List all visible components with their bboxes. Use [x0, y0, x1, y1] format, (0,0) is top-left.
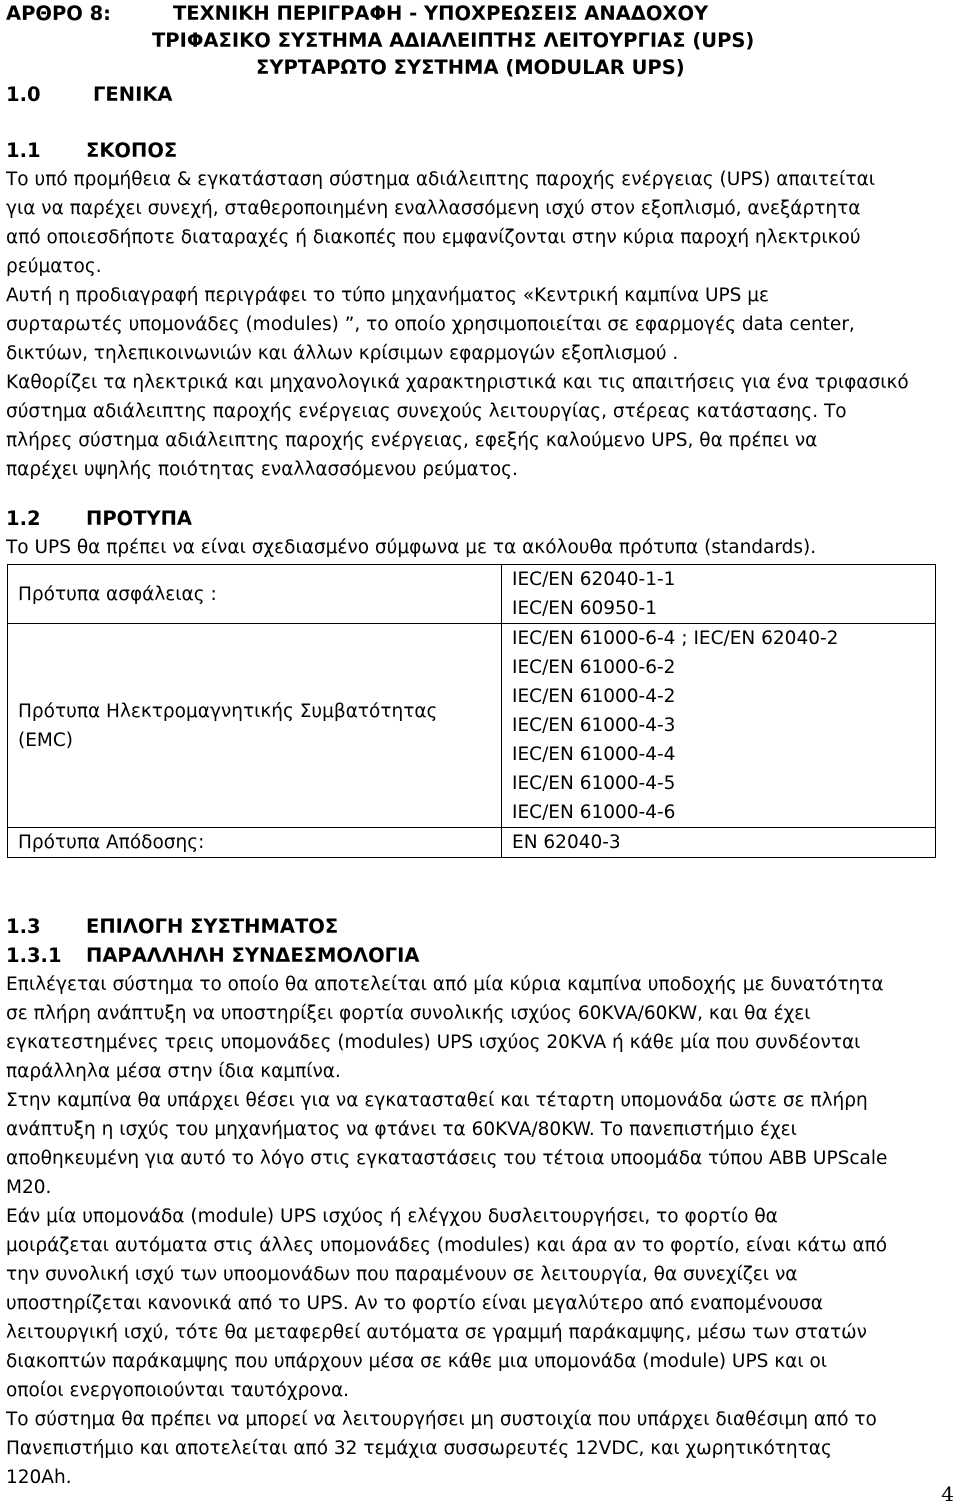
text-line: εγκατεστημένες τρεις υπομονάδες (modules) UPS ισχύος 20KVA ή κάθε μία που συνδέονται [6, 1032, 861, 1053]
emc-value: IEC/EN 61000-6-2 [512, 657, 676, 678]
section-title: ΓΕΝΙΚΑ [93, 83, 173, 106]
text-line: Το υπό προμήθεια & εγκατάσταση σύστημα αδιάλειπτης παροχής ενέργειας (UPS) απαιτείται [6, 169, 876, 190]
performance-label: Πρότυπα Απόδοσης: [18, 832, 205, 853]
table-row [8, 565, 936, 624]
title-row-3 [6, 54, 956, 81]
text-line: σύστημα αδιάλειπτης παροχής ενέργειας συνεχούς λειτουργίας, στέρεας κατάστασης. Το [6, 401, 847, 422]
text-line: διακοπτών παράκαμψης που υπάρχουν μέσα σε κάθε μια υπομονάδα (module) UPS και οι [6, 1351, 828, 1372]
text-line: συρταρωτές υπομονάδες (modules) ”, το οποίο χρησιμοποιείται σε εφαρμογές data center, [6, 314, 855, 335]
standards-intro: Το UPS θα πρέπει να είναι σχεδιασμένο σύμφωνα με τα ακόλουθα πρότυπα (standards). [6, 537, 817, 558]
section-1-2-heading [6, 504, 956, 533]
text-line: δικτύων, τηλεπικοινωνιών και άλλων κρίσιμων εφαρμογών εξοπλισμού . [6, 343, 679, 364]
text-line: από οποιεσδήποτε διαταραχές ή διακοπές που εμφανίζονται στην κύρια παροχή ηλεκτρικού [6, 227, 861, 248]
text-line: υποστηρίζεται κανονικά από το UPS. Αν το φορτίο είναι μεγαλύτερο από εναπομένουσα [6, 1293, 823, 1314]
section-title: ΕΠΙΛΟΓΗ ΣΥΣΤΗΜΑΤΟΣ [86, 915, 339, 938]
safety-value: IEC/EN 62040-1-1 [512, 569, 676, 590]
section-1-1-heading [6, 136, 956, 165]
standards-table [7, 564, 936, 858]
text-line: παρέχει υψηλής ποιότητας εναλλασσόμενου ρεύματος. [6, 459, 518, 480]
text-line: Αυτή η προδιαγραφή περιγράφει το τύπο μηχανήματος «Κεντρική καμπίνα UPS με [6, 285, 770, 306]
text-line: Επιλέγεται σύστημα το οποίο θα αποτελείται από μία κύρια καμπίνα υποδοχής με δυνατότητα [6, 974, 884, 995]
section-number: 1.2 [6, 507, 41, 530]
section-title: ΠΡΟΤΥΠΑ [86, 507, 193, 530]
safety-value: IEC/EN 60950-1 [512, 598, 658, 619]
document-page [6, 0, 956, 1492]
article-header [6, 0, 956, 27]
article-label: ΑΡΘΡΟ 8: [6, 2, 111, 25]
emc-label: Πρότυπα Ηλεκτρομαγνητικής Συμβατότητας (EMC) [18, 700, 438, 751]
table-cell [502, 828, 936, 858]
emc-value: IEC/EN 61000-6-4 ; IEC/EN 62040-2 [512, 628, 839, 649]
text-line: Καθορίζει τα ηλεκτρικά και μηχανολογικά χαρακτηριστικά και τις απαιτήσεις για ένα τριφασικό [6, 372, 909, 393]
title-line-1: ΤΕΧΝΙΚΗ ΠΕΡΙΓΡΑΦΗ - ΥΠΟΧΡΕΩΣΕΙΣ ΑΝΑΔΟΧΟΥ [173, 2, 709, 25]
title-line-3: ΣΥΡΤΑΡΩΤΟ ΣΥΣΤΗΜΑ (MODULAR UPS) [256, 56, 685, 79]
section-1-3-1-body [6, 970, 956, 1492]
text-line: οποίοι ενεργοποιούνται ταυτόχρονα. [6, 1380, 350, 1401]
emc-value: IEC/EN 61000-4-3 [512, 715, 676, 736]
title-line-2: ΤΡΙΦΑΣΙΚΟ ΣΥΣΤΗΜΑ ΑΔΙΑΛΕΙΠΤΗΣ ΛΕΙΤΟΥΡΓΙΑΣ (UPS) [152, 29, 755, 52]
table-row [8, 828, 936, 858]
text-line: Το σύστημα θα πρέπει να μπορεί να λειτουργήσει μη συστοιχία που υπάρχει διαθέσιμη από το [6, 1409, 877, 1430]
text-line: παράλληλα μέσα στην ίδια καμπίνα. [6, 1061, 341, 1082]
text-line: 120Ah. [6, 1467, 72, 1488]
text-line: ανάπτυξη η ισχύς του μηχανήματος να φτάνει τα 60KVA/80KW. Το πανεπιστήμιο έχει [6, 1119, 797, 1140]
text-line: λειτουργική ισχύ, τότε θα μεταφερθεί αυτόματα σε γραμμή παράκαμψης, μέσω των στατών [6, 1322, 867, 1343]
safety-label: Πρότυπα ασφάλειας : [18, 583, 217, 605]
table-cell [8, 624, 502, 828]
text-line: πλήρες σύστημα αδιάλειπτης παροχής ενέργειας, εφεξής καλούμενο UPS, θα πρέπει να [6, 430, 818, 451]
section-number: 1.3 [6, 915, 41, 938]
text-line: Εάν μία υπομονάδα (module) UPS ισχύος ή ελέγχου δυσλειτουργήσει, το φορτίο θα [6, 1206, 778, 1227]
text-line: Στην καμπίνα θα υπάρχει θέσει για να εγκατασταθεί και τέταρτη υπομονάδα ώστε σε πλήρη [6, 1090, 868, 1111]
subsection-title: ΠΑΡΑΛΛΗΛΗ ΣΥΝΔΕΣΜΟΛΟΓΙΑ [86, 944, 420, 967]
table-cell [8, 565, 502, 624]
subsection-number: 1.3.1 [6, 944, 62, 967]
page-number: 4 [941, 1482, 954, 1506]
text-line: την συνολική ισχύ των υποομονάδων που παραμένουν σε λειτουργία, θα συνεχίζει να [6, 1264, 798, 1285]
text-line: σε πλήρη ανάπτυξη να υποστηρίξει φορτία συνολικής ισχύος 60KVA/60KW, και θα έχει [6, 1003, 811, 1024]
section-number: 1.1 [6, 139, 41, 162]
table-cell [502, 624, 936, 828]
table-cell [8, 828, 502, 858]
text-line: ρεύματος. [6, 256, 102, 277]
text-line: Πανεπιστήμιο και αποτελείται από 32 τεμάχια συσσωρευτές 12VDC, και χωρητικότητας [6, 1438, 832, 1459]
title-row-2 [6, 27, 956, 54]
section-number: 1.0 [6, 83, 41, 106]
emc-value: IEC/EN 61000-4-5 [512, 773, 676, 794]
text-line: μοιράζεται αυτόματα στις άλλες υπομονάδες (modules) και άρα αν το φορτίο, είναι κάτω από [6, 1235, 888, 1256]
section-1-1-body [6, 165, 956, 484]
section-title: ΣΚΟΠΟΣ [86, 139, 178, 162]
emc-value: IEC/EN 61000-4-6 [512, 802, 676, 823]
emc-value: IEC/EN 61000-4-4 [512, 744, 676, 765]
performance-value: EN 62040-3 [512, 832, 621, 853]
section-1-0 [6, 81, 956, 108]
text-line: M20. [6, 1177, 52, 1198]
text-line: αποθηκευμένη για αυτό το λόγο στις εγκαταστάσεις του τέτοια υποομάδα τύπου ABB UPScale [6, 1148, 888, 1169]
section-1-3-1-heading [6, 941, 956, 970]
text-line: για να παρέχει συνεχή, σταθεροποιημένη εναλλασσόμενη ισχύ στον εξοπλισμό, ανεξάρτητα [6, 198, 861, 219]
emc-value: IEC/EN 61000-4-2 [512, 686, 676, 707]
table-row [8, 624, 936, 828]
table-cell [502, 565, 936, 624]
section-1-3-heading [6, 912, 956, 941]
